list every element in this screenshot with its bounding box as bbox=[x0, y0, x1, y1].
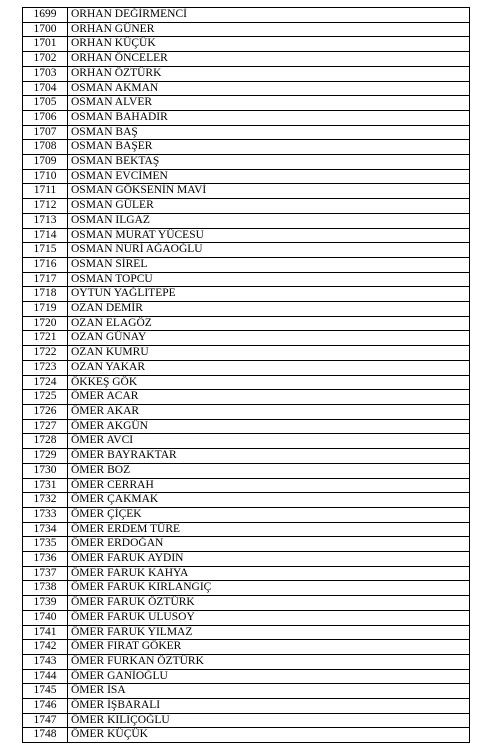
person-name: ÖMER ERDOĞAN bbox=[68, 537, 470, 552]
table-row bbox=[23, 493, 470, 508]
row-number: 1702 bbox=[23, 52, 68, 67]
person-name: OSMAN SİREL bbox=[68, 257, 470, 272]
row-number: 1724 bbox=[23, 375, 68, 390]
table-row bbox=[23, 404, 470, 419]
table-row bbox=[23, 449, 470, 464]
person-name: ÖMER İSA bbox=[68, 684, 470, 699]
row-number: 1719 bbox=[23, 302, 68, 317]
row-number: 1721 bbox=[23, 331, 68, 346]
person-name: ÖMER ERDEM TÜRE bbox=[68, 522, 470, 537]
table-row bbox=[23, 419, 470, 434]
person-name: OSMAN MURAT YÜCESU bbox=[68, 228, 470, 243]
person-name: ORHAN ÖNCELER bbox=[68, 52, 470, 67]
person-name: OSMAN BAŞ bbox=[68, 125, 470, 140]
row-number: 1700 bbox=[23, 22, 68, 37]
person-name: OSMAN GÖKSENİN MAVİ bbox=[68, 184, 470, 199]
row-number: 1725 bbox=[23, 390, 68, 405]
row-number: 1728 bbox=[23, 434, 68, 449]
person-name: ÖMER FIRAT GÖKER bbox=[68, 640, 470, 655]
person-name: ÖMER FARUK ÖZTÜRK bbox=[68, 596, 470, 611]
table-row bbox=[23, 552, 470, 567]
person-name: ÖMER FARUK YILMAZ bbox=[68, 625, 470, 640]
table-row bbox=[23, 625, 470, 640]
table-row bbox=[23, 522, 470, 537]
person-name: OSMAN GÜLER bbox=[68, 199, 470, 214]
row-number: 1731 bbox=[23, 478, 68, 493]
row-number: 1734 bbox=[23, 522, 68, 537]
row-number: 1732 bbox=[23, 493, 68, 508]
table-row bbox=[23, 375, 470, 390]
table-row bbox=[23, 434, 470, 449]
table-row bbox=[23, 699, 470, 714]
table-row bbox=[23, 257, 470, 272]
table-row bbox=[23, 125, 470, 140]
table-row bbox=[23, 243, 470, 258]
row-number: 1705 bbox=[23, 96, 68, 111]
row-number: 1735 bbox=[23, 537, 68, 552]
person-name: ÖMER ÇAKMAK bbox=[68, 493, 470, 508]
row-number: 1699 bbox=[23, 8, 68, 23]
row-number: 1706 bbox=[23, 110, 68, 125]
row-number: 1745 bbox=[23, 684, 68, 699]
table-row bbox=[23, 199, 470, 214]
name-list-body bbox=[23, 8, 470, 743]
table-row bbox=[23, 81, 470, 96]
person-name: ÖKKEŞ GÖK bbox=[68, 375, 470, 390]
person-name: OSMAN EVCİMEN bbox=[68, 169, 470, 184]
row-number: 1709 bbox=[23, 155, 68, 170]
table-row bbox=[23, 228, 470, 243]
row-number: 1712 bbox=[23, 199, 68, 214]
person-name: OZAN KUMRU bbox=[68, 346, 470, 361]
row-number: 1715 bbox=[23, 243, 68, 258]
person-name: ORHAN ÖZTÜRK bbox=[68, 66, 470, 81]
table-row bbox=[23, 302, 470, 317]
row-number: 1733 bbox=[23, 507, 68, 522]
table-row bbox=[23, 66, 470, 81]
row-number: 1744 bbox=[23, 669, 68, 684]
person-name: OSMAN ALVER bbox=[68, 96, 470, 111]
row-number: 1741 bbox=[23, 625, 68, 640]
person-name: OSMAN BAHADIR bbox=[68, 110, 470, 125]
row-number: 1737 bbox=[23, 566, 68, 581]
person-name: ÖMER ÇİÇEK bbox=[68, 507, 470, 522]
person-name: ÖMER BOZ bbox=[68, 463, 470, 478]
person-name: ÖMER AKAR bbox=[68, 404, 470, 419]
person-name: ÖMER İŞBARALI bbox=[68, 699, 470, 714]
row-number: 1738 bbox=[23, 581, 68, 596]
table-row bbox=[23, 581, 470, 596]
person-name: ÖMER CERRAH bbox=[68, 478, 470, 493]
person-name: OSMAN ILGAZ bbox=[68, 213, 470, 228]
row-number: 1748 bbox=[23, 728, 68, 743]
row-number: 1717 bbox=[23, 272, 68, 287]
row-number: 1701 bbox=[23, 37, 68, 52]
person-name: ÖMER FARUK KIRLANGIÇ bbox=[68, 581, 470, 596]
name-list-sheet bbox=[22, 7, 470, 743]
row-number: 1726 bbox=[23, 404, 68, 419]
person-name: ÖMER FARUK AYDIN bbox=[68, 552, 470, 567]
row-number: 1714 bbox=[23, 228, 68, 243]
row-number: 1720 bbox=[23, 316, 68, 331]
row-number: 1722 bbox=[23, 346, 68, 361]
row-number: 1710 bbox=[23, 169, 68, 184]
table-row bbox=[23, 390, 470, 405]
person-name: OZAN DEMİR bbox=[68, 302, 470, 317]
person-name: ÖMER AKGÜN bbox=[68, 419, 470, 434]
table-row bbox=[23, 184, 470, 199]
table-row bbox=[23, 463, 470, 478]
table-row bbox=[23, 669, 470, 684]
person-name: OZAN YAKAR bbox=[68, 360, 470, 375]
row-number: 1729 bbox=[23, 449, 68, 464]
table-row bbox=[23, 213, 470, 228]
person-name: ÖMER ACAR bbox=[68, 390, 470, 405]
person-name: ORHAN GÜNER bbox=[68, 22, 470, 37]
person-name: ÖMER AVCI bbox=[68, 434, 470, 449]
table-row bbox=[23, 713, 470, 728]
person-name: ÖMER GANİOĞLU bbox=[68, 669, 470, 684]
table-row bbox=[23, 596, 470, 611]
table-row bbox=[23, 728, 470, 743]
row-number: 1723 bbox=[23, 360, 68, 375]
row-number: 1708 bbox=[23, 140, 68, 155]
table-row bbox=[23, 346, 470, 361]
table-row bbox=[23, 654, 470, 669]
person-name: OSMAN NURİ AĞAOĞLU bbox=[68, 243, 470, 258]
person-name: ÖMER FURKAN ÖZTÜRK bbox=[68, 654, 470, 669]
table-row bbox=[23, 331, 470, 346]
table-row bbox=[23, 140, 470, 155]
row-number: 1743 bbox=[23, 654, 68, 669]
table-row bbox=[23, 110, 470, 125]
person-name: OSMAN BEKTAŞ bbox=[68, 155, 470, 170]
row-number: 1730 bbox=[23, 463, 68, 478]
table-row bbox=[23, 610, 470, 625]
row-number: 1742 bbox=[23, 640, 68, 655]
table-row bbox=[23, 272, 470, 287]
row-number: 1703 bbox=[23, 66, 68, 81]
table-row bbox=[23, 316, 470, 331]
row-number: 1740 bbox=[23, 610, 68, 625]
person-name: ÖMER KÜÇÜK bbox=[68, 728, 470, 743]
row-number: 1711 bbox=[23, 184, 68, 199]
row-number: 1713 bbox=[23, 213, 68, 228]
person-name: OYTUN YAĞLITEPE bbox=[68, 287, 470, 302]
table-row bbox=[23, 360, 470, 375]
person-name: OSMAN TOPCU bbox=[68, 272, 470, 287]
row-number: 1736 bbox=[23, 552, 68, 567]
table-row bbox=[23, 155, 470, 170]
table-row bbox=[23, 684, 470, 699]
table-row bbox=[23, 8, 470, 23]
person-name: OZAN GÜNAY bbox=[68, 331, 470, 346]
table-row bbox=[23, 537, 470, 552]
row-number: 1746 bbox=[23, 699, 68, 714]
table-row bbox=[23, 22, 470, 37]
table-row bbox=[23, 52, 470, 67]
row-number: 1704 bbox=[23, 81, 68, 96]
person-name: ÖMER FARUK ULUSOY bbox=[68, 610, 470, 625]
person-name: OSMAN AKMAN bbox=[68, 81, 470, 96]
table-row bbox=[23, 478, 470, 493]
person-name: ÖMER KILIÇOĞLU bbox=[68, 713, 470, 728]
person-name: ORHAN KÜÇÜK bbox=[68, 37, 470, 52]
table-row bbox=[23, 169, 470, 184]
table-row bbox=[23, 96, 470, 111]
row-number: 1718 bbox=[23, 287, 68, 302]
person-name: OSMAN BAŞER bbox=[68, 140, 470, 155]
row-number: 1707 bbox=[23, 125, 68, 140]
row-number: 1739 bbox=[23, 596, 68, 611]
row-number: 1716 bbox=[23, 257, 68, 272]
table-row bbox=[23, 566, 470, 581]
name-list-table bbox=[22, 7, 470, 743]
table-row bbox=[23, 640, 470, 655]
table-row bbox=[23, 37, 470, 52]
person-name: ÖMER BAYRAKTAR bbox=[68, 449, 470, 464]
table-row bbox=[23, 507, 470, 522]
row-number: 1727 bbox=[23, 419, 68, 434]
person-name: ORHAN DEĞİRMENCİ bbox=[68, 8, 470, 23]
person-name: ÖMER FARUK KAHYA bbox=[68, 566, 470, 581]
table-row bbox=[23, 287, 470, 302]
row-number: 1747 bbox=[23, 713, 68, 728]
person-name: OZAN ELAGÖZ bbox=[68, 316, 470, 331]
